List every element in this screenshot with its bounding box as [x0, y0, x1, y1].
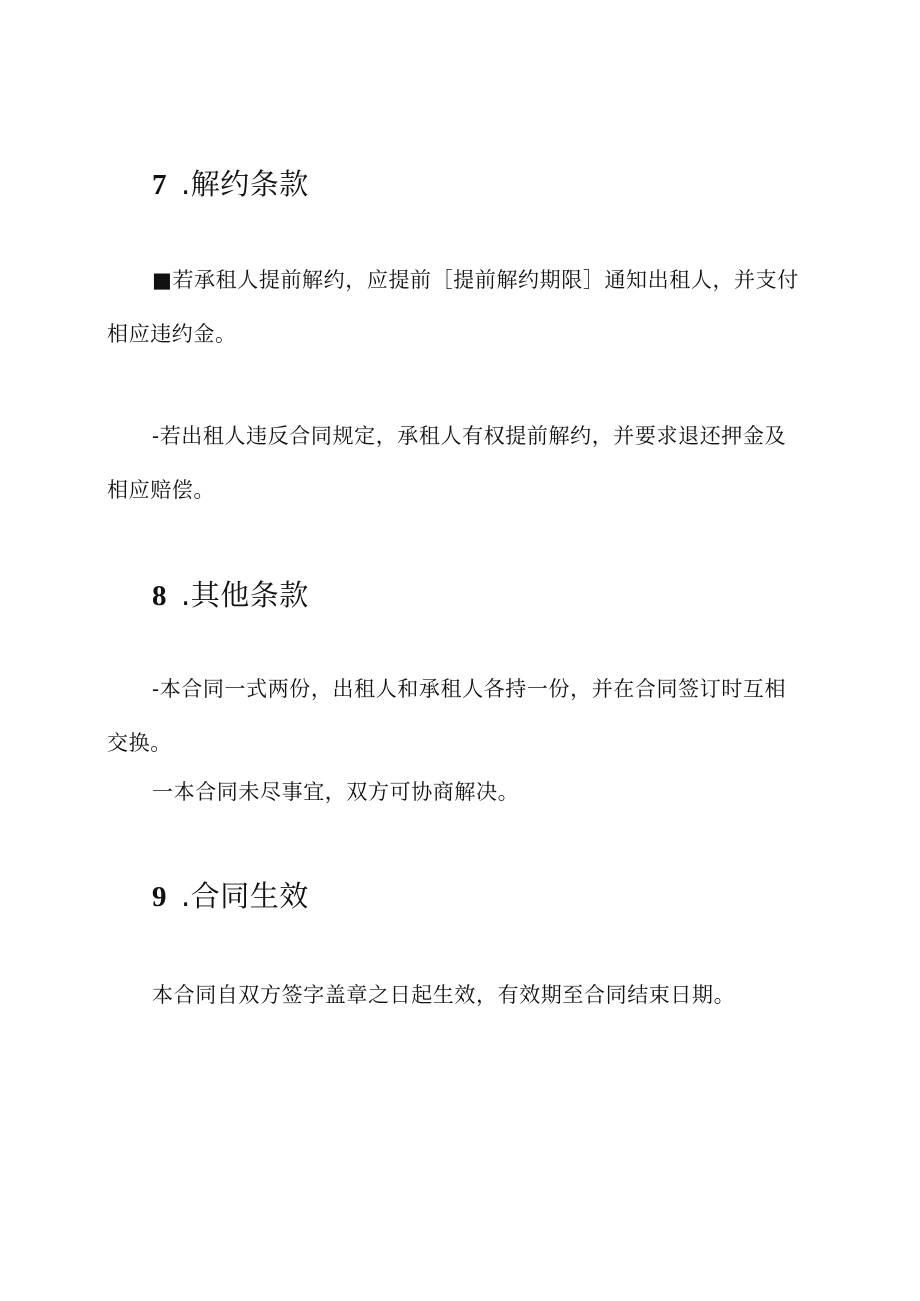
section-heading-9 [152, 879, 309, 913]
clause-paragraph: 一本合同未尽事宜，双方可协商解决。 [152, 780, 520, 804]
section-title: .解约条款 [181, 167, 309, 201]
clause-paragraph: -若出租人违反合同规定，承租人有权提前解约，并要求退还押金及相应赔偿。 [107, 424, 787, 502]
clause-paragraph: 本合同自双方签字盖章之日起生效，有效期至合同结束日期。 [152, 983, 736, 1007]
clause-paragraph: -本合同一式两份，出租人和承租人各持一份，并在合同签订时互相交换。 [107, 677, 787, 755]
section-heading-8 [152, 578, 309, 612]
clause-paragraph: ■若承租人提前解约，应提前［提前解约期限］通知出租人，并支付相应违约金。 [107, 268, 799, 346]
section-title: .合同生效 [181, 879, 309, 913]
section-number: 9 [152, 881, 167, 913]
section-number: 8 [152, 580, 167, 612]
section-number: 7 [152, 169, 167, 201]
section-heading-7 [152, 167, 309, 201]
section-title: .其他条款 [181, 578, 309, 612]
